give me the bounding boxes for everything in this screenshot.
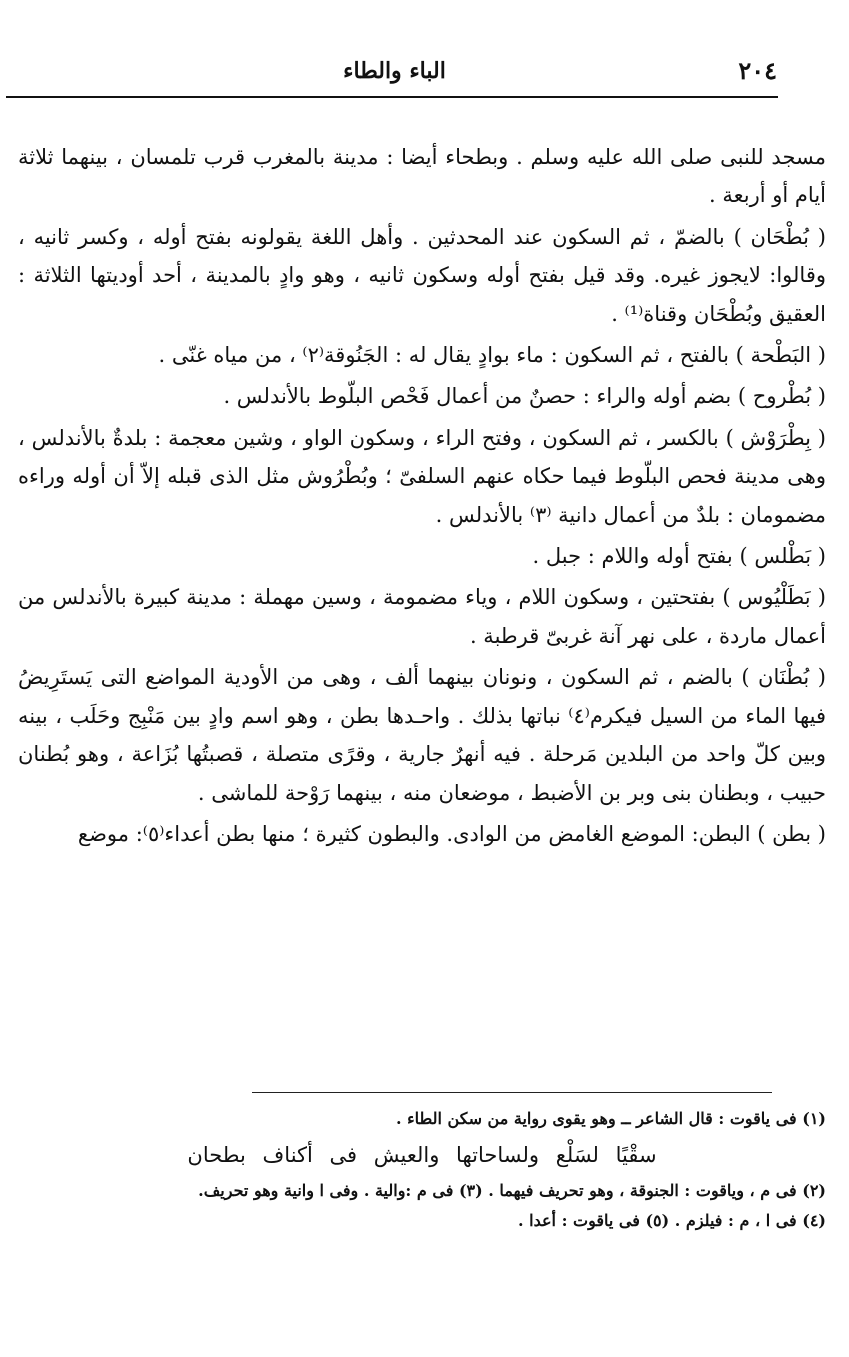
paragraph: ( بُطْحَان ) بالضمّ ، ثم السكون عند المحدثين . وأهل اللغة يقولونه بفتح أوله ، وكسر ثانيه ، وقالوا: لايجوز غيره. وقد قيل بفتح أوله وسكون ثانيه ، وهو وادٍ بالمدينة ، أحد أوديتها الثلاثة : العقيق وبُطْحَان وقناة⁽¹⁾ . [18, 224, 826, 326]
paragraph: ( بَطَلْيُوس ) بفتحتين ، وسكون اللام ، وياء مضمومة ، وسين مهملة : مدينة كبيرة بالأندلس من أعمال ماردة ، على نهر آنة غربىّ قرطبة . [18, 585, 826, 648]
footnote-rule [252, 1092, 772, 1093]
paragraph: ( بِطْرَوْش ) بالكسر ، ثم السكون ، وفتح الراء ، وسكون الواو ، وشين معجمة : بلدةٌ بالأندلس ، وهى مدينة فحص البلّوط فيما حكاه عنهم السلفىّ ؛ وبُطْرُوش مثل الذى قبله إلاّ أن أوله وراءه مضمومان : بلدٌ من أعمال دانية ⁽٣⁾ بالأندلس . [18, 425, 826, 527]
paragraph: مسجد للنبى صلى الله عليه وسلم . وبطحاء أيضا : مدينة بالمغرب قرب تلمسان ، بينهما ثلاثة أيام أو أربعة . [18, 145, 826, 208]
footnote-1: (١) فى ياقوت : قال الشاعر ــ وهو يقوى رواية من سكن الطاء . [396, 1109, 826, 1128]
footnotes [18, 1104, 826, 1236]
paragraph: ( بُطْروح ) بضم أوله والراء : حصنٌ من أعمال فَحْص البلّوط بالأندلس . [223, 384, 826, 409]
main-text [18, 138, 826, 856]
header-rule [6, 96, 778, 98]
page-number: ٢٠٤ [738, 56, 777, 85]
page-header [12, 56, 777, 92]
paragraph: ( بُطْنَان ) بالضم ، ثم السكون ، ونونان بينهما ألف ، وهى من الأودية المواضع التى يَستَرِيضُ فيها الماء من السيل فيكرم⁽٤⁾ نباتها بذلك . واحـدها بطن ، وهو اسم وادٍ بين مَنْبِج وحَلَب ، بينه وبين كلّ واحد من البلدين مَرحلة . فيه أنهرٌ جارية ، وقرًى متصلة ، قصبتُها بُزَاعة ، وهو بُطنان حبيب ، وبطنان بنى وبر بن الأضبط ، موضعان منه ، بينهما رَوْحة للماشى . [18, 665, 826, 805]
footnote-2-3: (٢) فى م ، وياقوت : الجنوقة ، وهو تحريف فيهما . (٣) فى م :والية . وفى ا وانية وهو تحريف. [198, 1181, 826, 1200]
paragraph: ( بَطْلس ) بفتح أوله واللام : جبل . [532, 544, 826, 569]
footnote-verse: سقْيًا لسَلْع ولساحاتها والعيش فى أكناف بطحان [187, 1143, 657, 1167]
paragraph: ( البَطْحة ) بالفتح ، ثم السكون : ماء بوادٍ يقال له : الجَنُوقة⁽٢⁾ ، من مياه غنّى . [158, 343, 826, 368]
paragraph: ( بطن ) البطن: الموضع الغامض من الوادى. والبطون كثيرة ؛ منها بطن أعداء⁽٥⁾: موضع [77, 821, 826, 846]
running-title: الباء والطاء [343, 58, 446, 84]
footnote-4-5: (٤) فى ا ، م : فيلزم . (٥) فى ياقوت : أعدا . [518, 1211, 826, 1230]
